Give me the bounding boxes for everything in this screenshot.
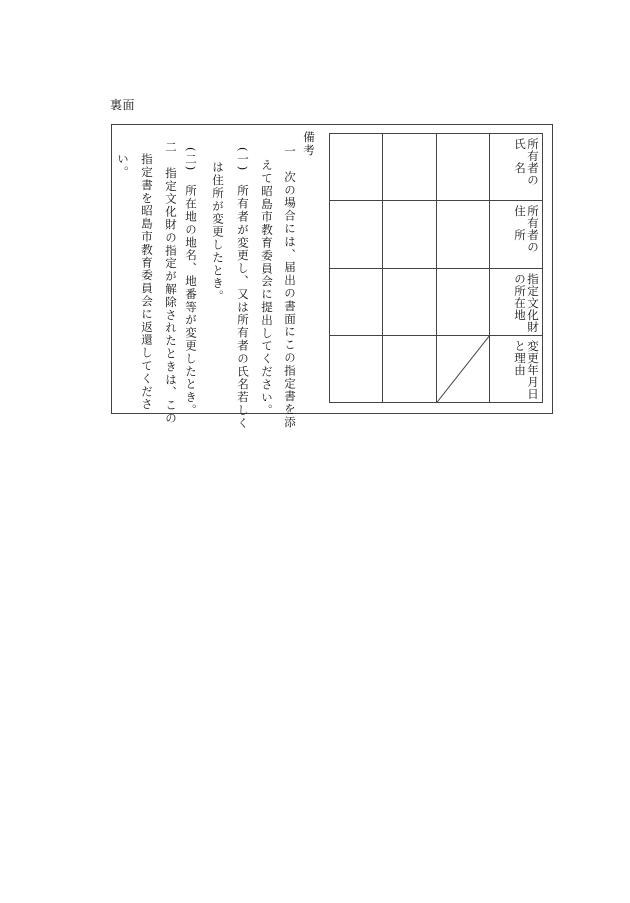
table-row (330, 134, 543, 201)
notes-line-6: 二 指定文化財の指定が解除されたときは、この (164, 141, 178, 425)
table-row (330, 201, 543, 268)
table-cell (436, 268, 489, 335)
table-cell (330, 335, 383, 402)
header-cell-location (489, 268, 542, 335)
diagonal-line (437, 336, 489, 402)
notes-title: 備考 (302, 131, 316, 157)
table-cell (436, 201, 489, 268)
header-label: 所有者の (526, 138, 540, 186)
header-sublabel: と理由 (513, 339, 527, 376)
table-cell (383, 134, 436, 201)
header-cell-change-date (489, 335, 542, 402)
header-label: 所有者の (526, 205, 540, 254)
header-label: 変更年月日 (526, 339, 540, 400)
notes-line-2: えて昭島市教育委員会に提出してください。 (260, 159, 274, 417)
notes-line-8: い。 (116, 153, 130, 179)
registration-table (329, 133, 543, 403)
header-cell-owner-name (489, 134, 542, 201)
table-cell (330, 268, 383, 335)
table-cell (330, 201, 383, 268)
notes-line-5: (二) 所在地の地名、地番等が変更したとき。 (184, 147, 198, 417)
notes-line-3: (一) 所有者が変更し、又は所有者の氏名若しく (236, 147, 250, 430)
header-label: 指定文化財 (526, 272, 540, 333)
notes-line-4: は住所が変更したとき。 (211, 161, 225, 303)
table-cell (436, 134, 489, 201)
notes-line-1: 一 次の場合には、届出の書面にこの指定書を添 (283, 145, 297, 429)
table-cell (383, 201, 436, 268)
header-sublabel: 氏 名 (513, 138, 527, 174)
table-cell-diagonal (436, 335, 489, 402)
table-cell (330, 134, 383, 201)
header-sublabel: 住 所 (513, 205, 527, 242)
page-side-label: 裏面 (110, 98, 136, 112)
notes-line-7: 指定書を昭島市教育委員会に返還してくださ (140, 153, 154, 411)
table-row (330, 335, 543, 402)
header-sublabel: の所在地 (513, 272, 527, 321)
table-cell (383, 335, 436, 402)
table-row (330, 268, 543, 335)
header-cell-owner-address (489, 201, 542, 268)
table-cell (383, 268, 436, 335)
